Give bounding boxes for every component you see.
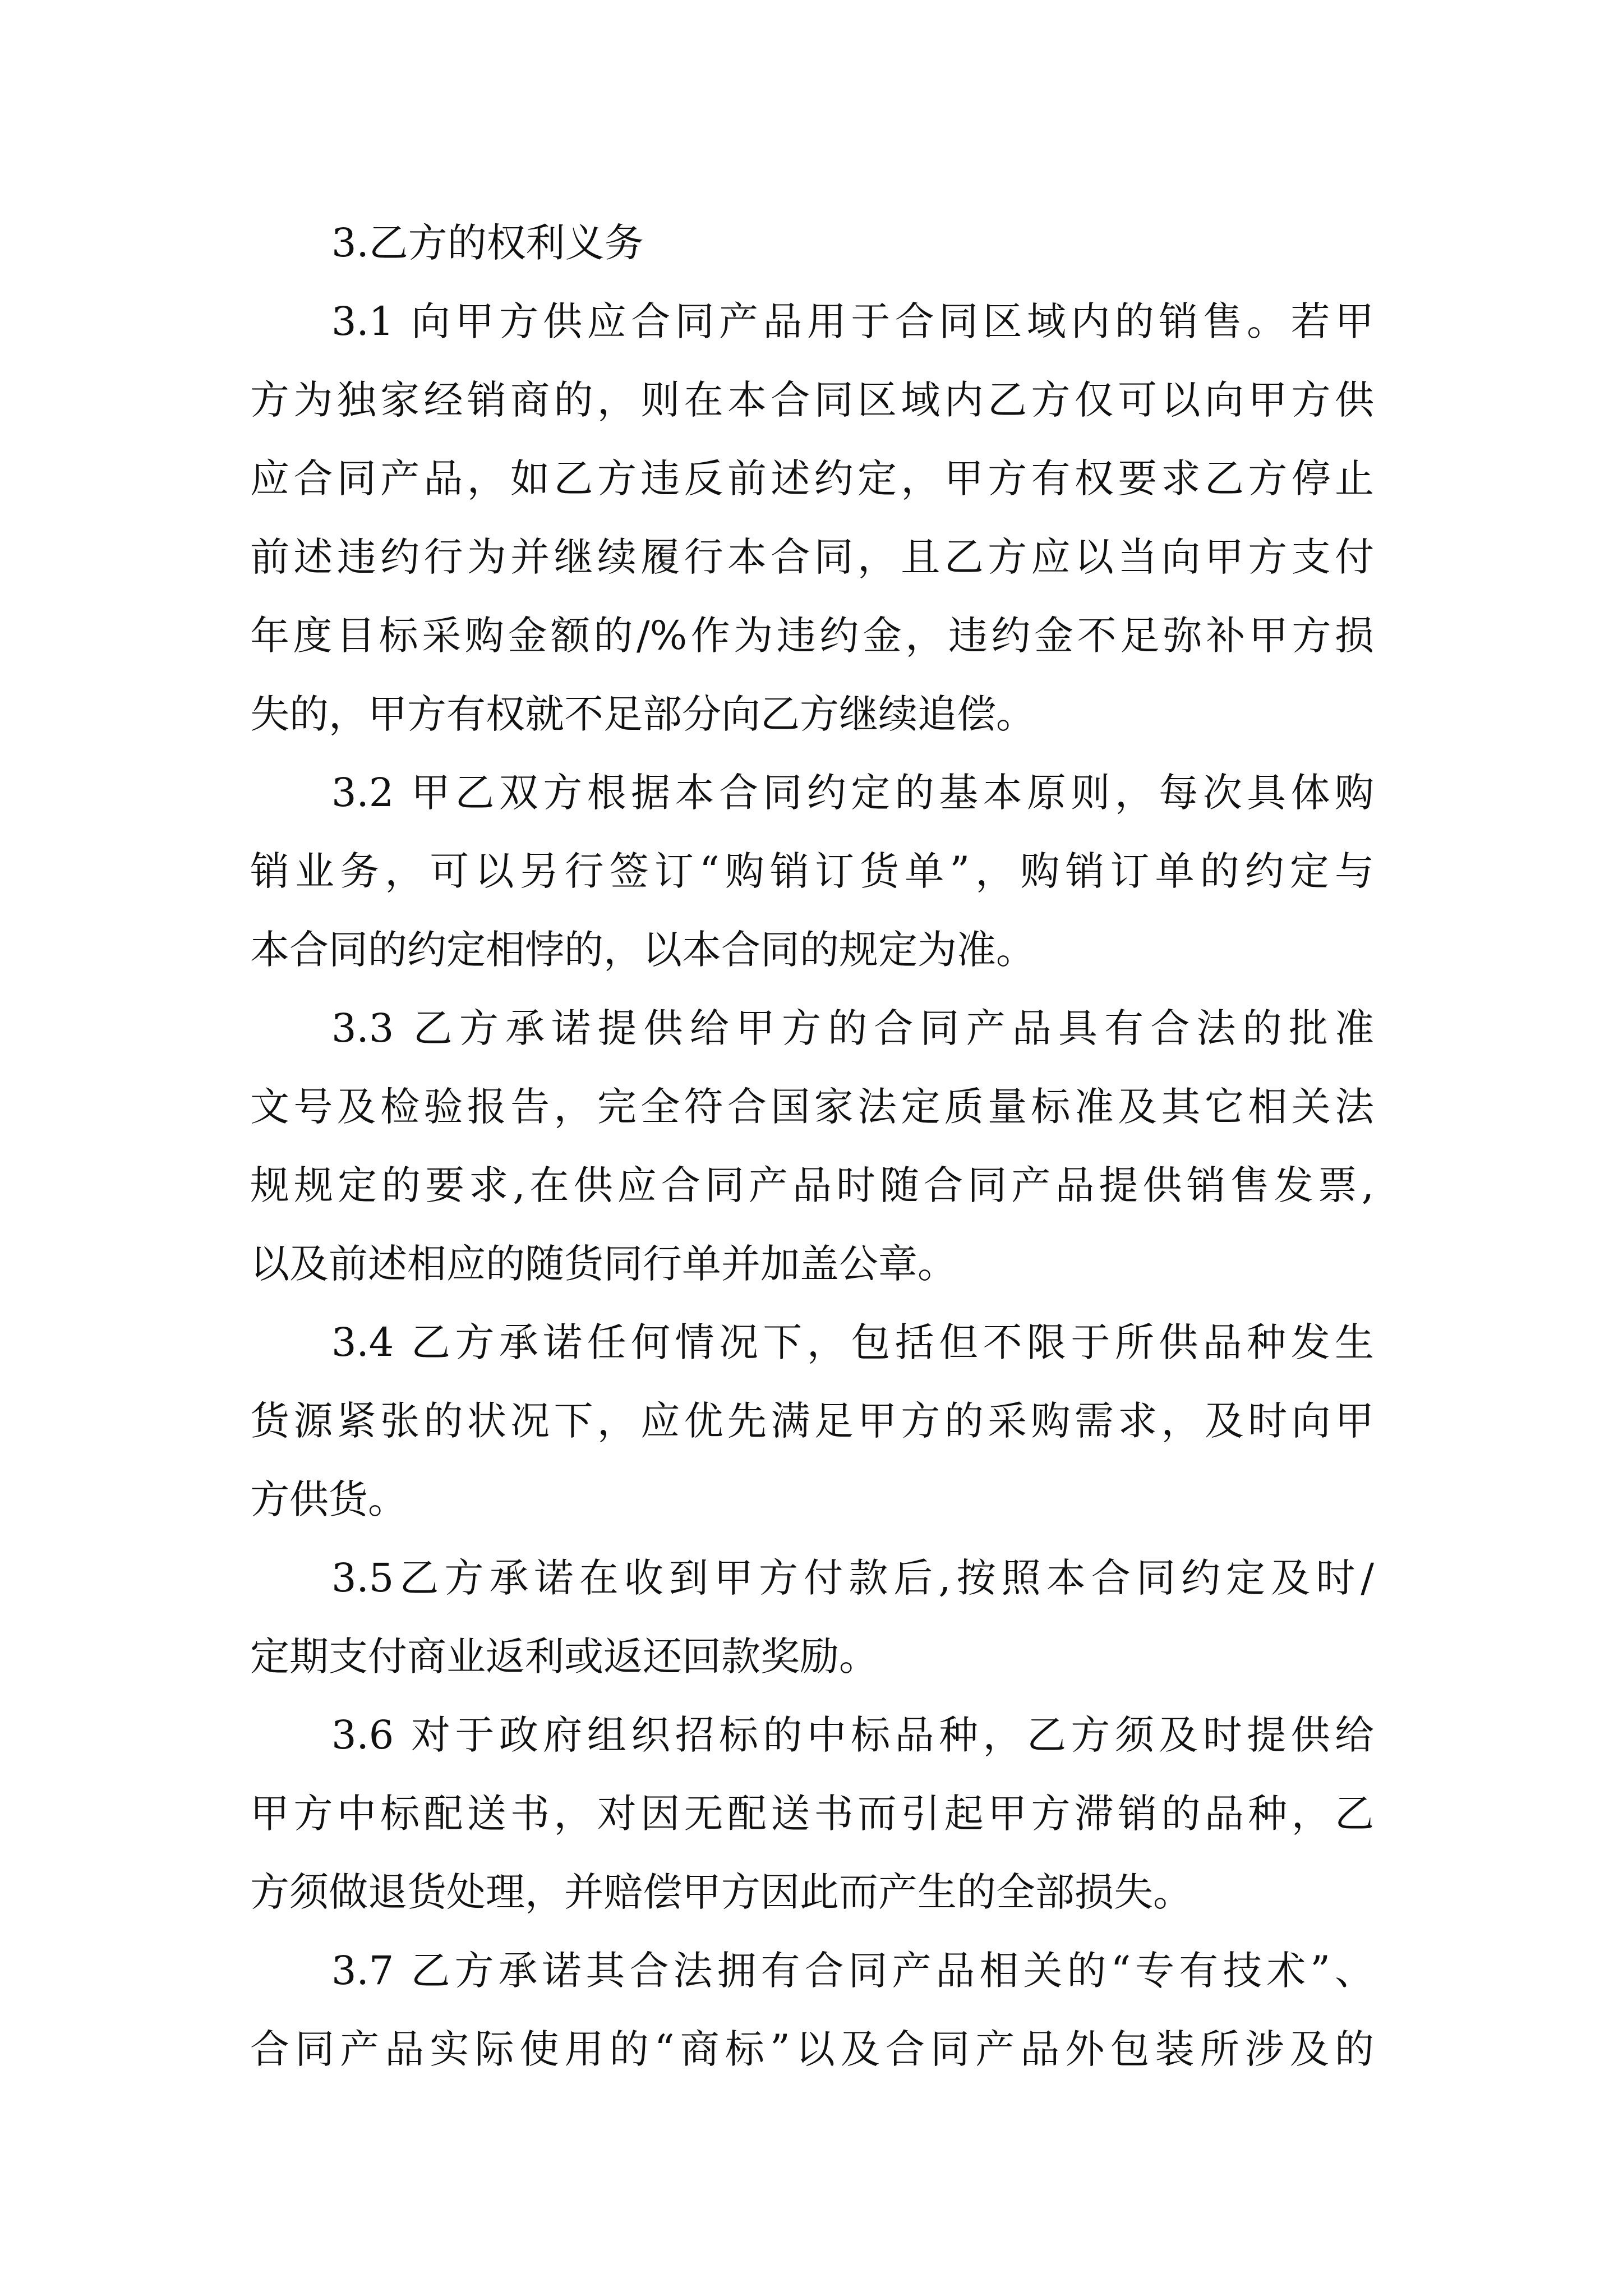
clause-3-4-line-3: 方供货。 (250, 1476, 407, 1522)
clause-3-1-line-4: 前述违约行为并继续履行本合同，且乙方应以当向甲方支付 (250, 534, 1374, 580)
clause-3-2-line-2: 销业务，可以另行签订“购销订货单”，购销订单的约定与 (250, 848, 1374, 894)
clause-3-2-line-1: 3.2 甲乙双方根据本合同约定的基本原则，每次具体购 (331, 770, 1374, 816)
clause-3-6-line-2: 甲方中标配送书，对因无配送书而引起甲方滞销的品种，乙 (250, 1791, 1374, 1837)
clause-3-1-line-5: 年度目标采购金额的/%作为违约金，违约金不足弥补甲方损 (250, 613, 1374, 659)
clause-3-1-line-2: 方为独家经销商的，则在本合同区域内乙方仅可以向甲方供 (250, 377, 1374, 423)
clause-3-2-line-3: 本合同的约定相悖的，以本合同的规定为准。 (250, 927, 1035, 973)
clause-3-7-line-1: 3.7 乙方承诺其合法拥有合同产品相关的“专有技术”、 (331, 1948, 1374, 1994)
clause-3-1-line-6: 失的，甲方有权就不足部分向乙方继续追偿。 (250, 691, 1035, 737)
clause-3-6-line-1: 3.6 对于政府组织招标的中标品种，乙方须及时提供给 (331, 1712, 1374, 1758)
clause-3-3-line-3: 规规定的要求,在供应合同产品时随合同产品提供销售发票, (250, 1162, 1374, 1208)
clause-3-5-line-1: 3.5乙方承诺在收到甲方付款后,按照本合同约定及时/ (331, 1555, 1374, 1601)
clause-3-6-line-3: 方须做退货处理，并赔偿甲方因此而产生的全部损失。 (250, 1869, 1192, 1915)
clause-3-4-line-2: 货源紧张的状况下，应优先满足甲方的采购需求，及时向甲 (250, 1398, 1374, 1444)
section-heading: 3.乙方的权利义务 (331, 220, 644, 266)
clause-3-7-line-2: 合同产品实际使用的“商标”以及合同产品外包装所涉及的 (250, 2026, 1374, 2072)
clause-3-5-line-2: 定期支付商业返利或返还回款奖励。 (250, 1634, 878, 1680)
clause-3-1-line-3: 应合同产品，如乙方违反前述约定，甲方有权要求乙方停止 (250, 455, 1374, 501)
clause-3-3-line-2: 文号及检验报告，完全符合国家法定质量标准及其它相关法 (250, 1084, 1374, 1130)
clause-3-1-line-1: 3.1 向甲方供应合同产品用于合同区域内的销售。若甲 (331, 298, 1374, 344)
clause-3-4-line-1: 3.4 乙方承诺任何情况下，包括但不限于所供品种发生 (331, 1319, 1374, 1365)
clause-3-3-line-1: 3.3 乙方承诺提供给甲方的合同产品具有合法的批准 (331, 1005, 1374, 1051)
clause-3-3-line-4: 以及前述相应的随货同行单并加盖公章。 (250, 1241, 957, 1287)
